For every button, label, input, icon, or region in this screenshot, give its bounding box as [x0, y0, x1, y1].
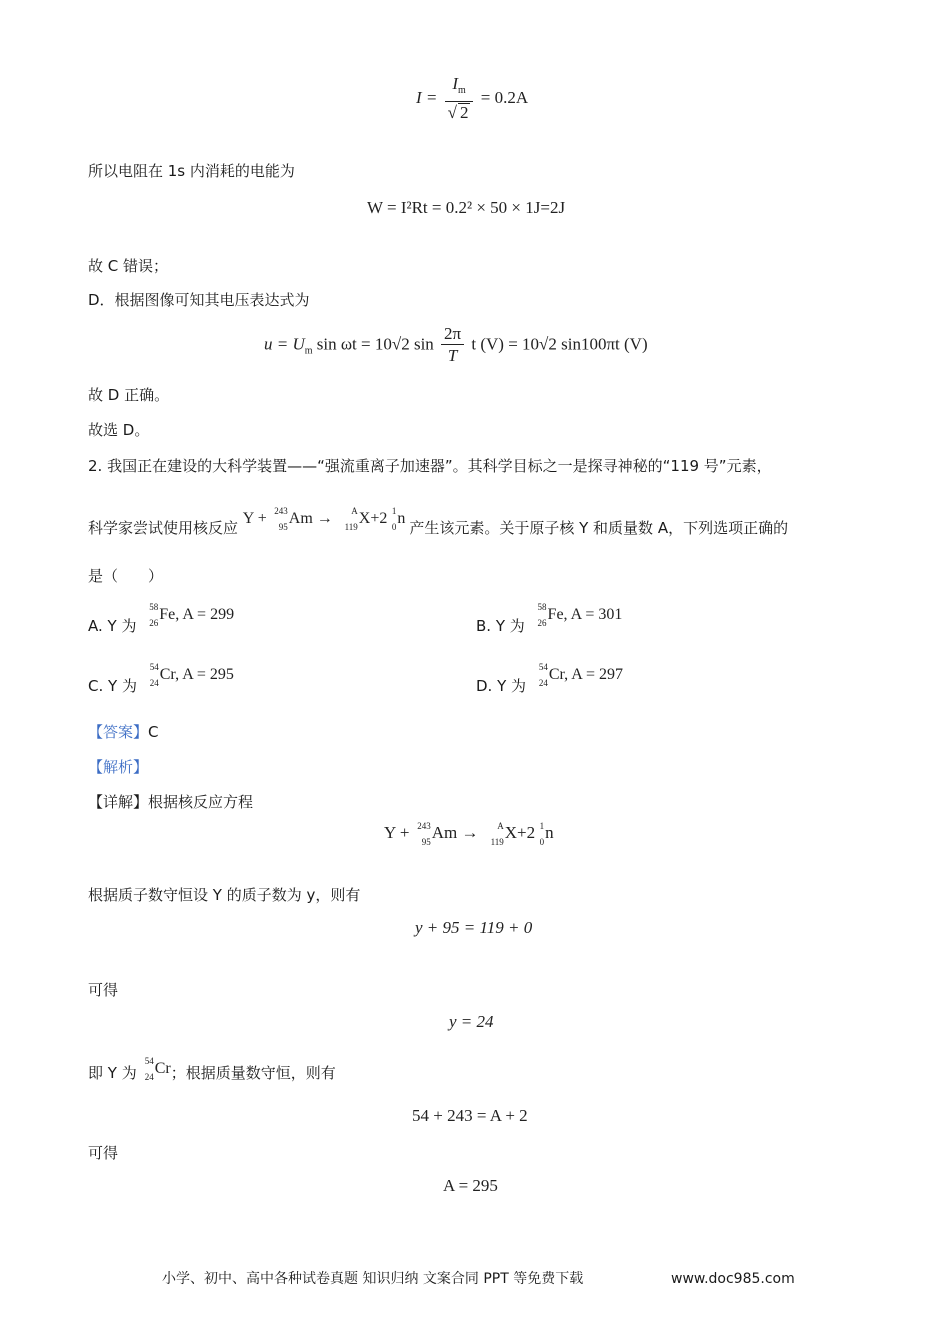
reaction-n: n: [545, 823, 554, 842]
y-is-before: 即 Y 为: [88, 1063, 137, 1082]
eq-voltage-num: 2π: [441, 324, 464, 345]
answer-line: [88, 722, 159, 742]
option-b-element: Fe: [547, 605, 564, 623]
option-d-tail: , A = 297: [564, 665, 623, 683]
option-b-z: 26: [537, 618, 547, 628]
option-b-tail: , A = 301: [563, 605, 623, 623]
question-line2: [88, 506, 789, 537]
fraction: $\frac{I_m}{√ 2}$: [445, 74, 474, 124]
option-c-mass: 54: [149, 662, 159, 672]
option-a-mass: 58: [149, 602, 159, 612]
option-c-tail: , A = 295: [175, 665, 234, 683]
text-kede-2: 可得: [88, 1144, 119, 1162]
question-line3: 是（ ）: [88, 567, 164, 585]
am-mass: 243: [417, 821, 431, 832]
text-choose-d: 故选 D。: [88, 421, 150, 439]
eq-voltage-den: T: [447, 346, 458, 365]
detail-tag: 【详解】: [88, 793, 149, 811]
option-d-nuclide: [531, 662, 549, 688]
n-z: 0: [391, 522, 397, 532]
reaction-am: Am →: [288, 509, 333, 527]
option-d-z: 24: [538, 678, 548, 688]
equation-proton: y + 95 = 119 + 0: [415, 918, 533, 937]
y-is-line: [88, 1056, 336, 1082]
reaction-n: n: [397, 509, 406, 527]
option-b-label: B. Y 为: [476, 616, 525, 635]
reaction-y: Y +: [384, 823, 410, 842]
option-a-tail: , A = 299: [175, 605, 235, 623]
reaction-x: X+2: [504, 823, 536, 842]
text-d-intro: D．根据图像可知其电压表达式为: [88, 291, 310, 309]
reaction-x: X+2: [358, 509, 388, 527]
detail-intro: 根据核反应方程: [148, 793, 254, 811]
am-z: 95: [278, 522, 288, 532]
equation-mass: 54 + 243 = A + 2: [412, 1106, 528, 1125]
cr-mass: 54: [144, 1056, 154, 1066]
eq-current-den: 2: [459, 103, 469, 122]
option-a-label: A. Y 为: [88, 616, 137, 635]
option-c-nuclide: [142, 662, 160, 688]
n-nuclide: [535, 821, 545, 847]
am-nuclide: [414, 821, 432, 847]
option-b-mass: 58: [537, 602, 547, 612]
option-b: [476, 602, 623, 635]
cr-element: Cr: [154, 1059, 171, 1077]
text-c-wrong: 故 C 错误；: [88, 257, 169, 275]
cr-z: 24: [144, 1072, 154, 1082]
equation-voltage: [264, 324, 648, 367]
cr-nuclide: [137, 1056, 155, 1082]
x-mass: A: [351, 506, 358, 516]
eq-current-lhs: I =: [416, 87, 438, 107]
answer-value: C: [148, 723, 159, 741]
question-line2-after: 产生该元素。关于原子核 Y 和质量数 A，下列选项正确的: [409, 518, 789, 537]
am-nuclide: [271, 506, 289, 532]
equation-a: A = 295: [443, 1176, 498, 1195]
n-mass: 1: [391, 506, 397, 516]
x-z: 119: [344, 522, 358, 532]
option-a-nuclide: [141, 602, 159, 628]
fraction: [441, 324, 464, 367]
question-line1: 2. 我国正在建设的大科学装置——“强流重离子加速器”。其科学目标之一是探寻神秘的“119 号”元素，: [88, 457, 772, 475]
equation-current: [416, 74, 528, 124]
am-z: 95: [421, 837, 431, 848]
equation-energy: W = I²Rt = 0.2² × 50 × 1J=2J: [367, 198, 566, 217]
x-nuclide: [337, 506, 359, 532]
reaction-am: Am →: [431, 823, 479, 842]
footer-text: 小学、初中、高中各种试卷真题 知识归纳 文案合同 PPT 等免费下载: [162, 1271, 584, 1287]
y-is-after: ；根据质量数守恒，则有: [170, 1063, 336, 1082]
option-b-nuclide: [530, 602, 548, 628]
analysis-tag: 【解析】: [88, 758, 149, 776]
reaction-inline: [242, 506, 410, 532]
eq-current-rhs: = 0.2A: [480, 87, 529, 107]
text-proton: 根据质子数守恒设 Y 的质子数为 y，则有: [88, 886, 361, 904]
answer-tag: 【答案】: [88, 723, 149, 741]
option-d-element: Cr: [548, 665, 565, 683]
option-a-z: 26: [149, 618, 159, 628]
reaction-y: Y +: [242, 509, 267, 527]
text-d-right: 故 D 正确。: [88, 386, 170, 404]
option-c-element: Cr: [159, 665, 176, 683]
eq-voltage-b: sin ωt = 10√2 sin: [316, 334, 434, 354]
option-a: [88, 602, 235, 635]
n-mass: 1: [539, 821, 545, 832]
text-kede-1: 可得: [88, 981, 119, 999]
x-mass: A: [497, 821, 504, 832]
eq-current-num: I: [452, 74, 458, 93]
option-a-element: Fe: [159, 605, 176, 623]
x-z: 119: [490, 837, 504, 848]
footer-url[interactable]: www.doc985.com: [671, 1271, 795, 1287]
eq-voltage-c: t (V) = 10√2 sin100πt (V): [471, 334, 648, 354]
am-mass: 243: [274, 506, 288, 516]
question-line2-before: 科学家尝试使用核反应: [88, 518, 239, 537]
n-z: 0: [539, 837, 545, 848]
option-d-mass: 54: [538, 662, 548, 672]
eq-voltage-a: u = U: [264, 334, 305, 354]
option-d-label: D. Y 为: [476, 676, 527, 695]
eq-voltage-sub: m: [304, 345, 313, 357]
detail-line: [88, 792, 253, 812]
reaction-equation: [384, 821, 554, 847]
text-energy-intro: 所以电阻在 1s 内消耗的电能为: [88, 162, 295, 180]
x-nuclide: [483, 821, 505, 847]
option-c-label: C. Y 为: [88, 676, 137, 695]
eq-current-num-sub: m: [458, 85, 466, 96]
option-c: [88, 662, 234, 695]
option-c-z: 24: [149, 678, 159, 688]
n-nuclide: [387, 506, 397, 532]
equation-y: y = 24: [449, 1012, 494, 1031]
option-d: [476, 662, 623, 695]
